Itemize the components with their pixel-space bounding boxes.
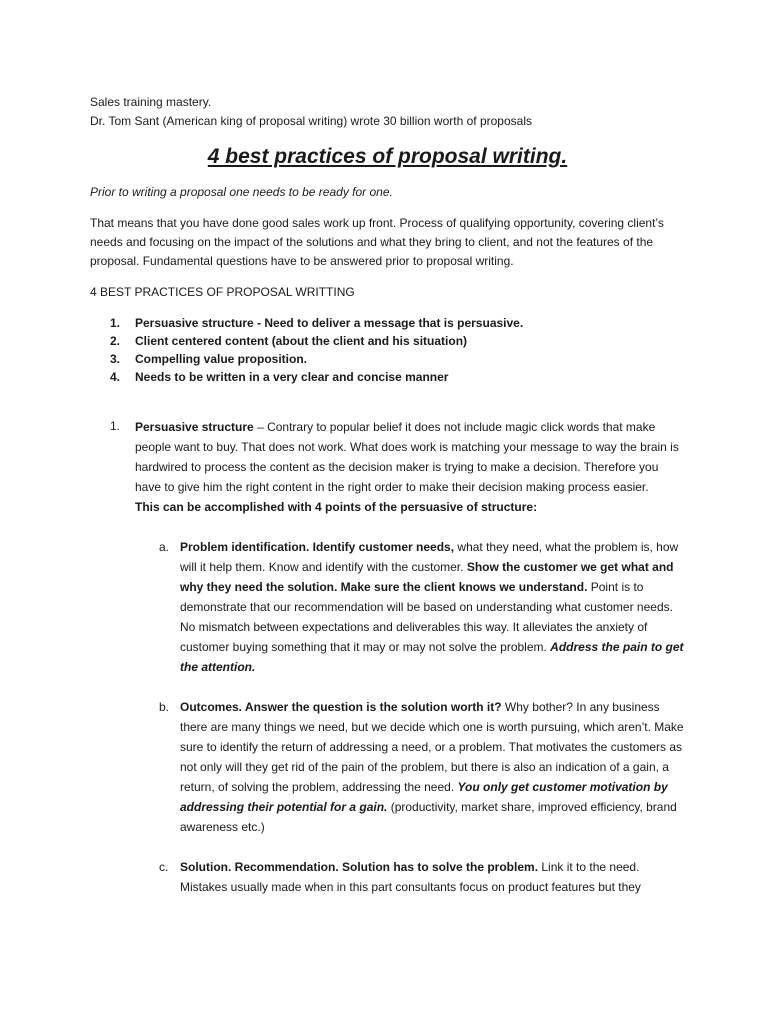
summary-item-text: Persuasive structure - Need to deliver a message that is persuasive. xyxy=(135,316,524,330)
sub-point-item xyxy=(135,697,685,837)
sub-point-text-1: what they need, what the problem is, how will it help them. Know and identify with the customer. xyxy=(180,540,679,574)
sub-point-bold-1: Solution. Recommendation. Solution has to solve the problem. xyxy=(180,860,539,874)
sub-point-bold-1: Outcomes. Answer the question is the solution worth it? xyxy=(180,700,502,714)
summary-item-text: Client centered content (about the client and his situation) xyxy=(135,334,468,348)
sub-point-letter: b. xyxy=(159,700,170,714)
sub-point-emphasis: Address the pain to get the attention. xyxy=(180,640,684,674)
sub-point-item xyxy=(135,857,685,897)
intro-sentence: Prior to writing a proposal one needs to be ready for one. xyxy=(90,185,393,199)
document-title: 4 best practices of proposal writing. xyxy=(207,145,568,168)
summary-item-number: 3. xyxy=(110,352,121,366)
summary-item-text: Compelling value proposition. xyxy=(135,352,308,366)
summary-item-text: Needs to be written in a very clear and concise manner xyxy=(135,370,449,384)
sub-point-text-3: (productivity, market share, improved efficiency, brand awareness etc.) xyxy=(180,800,677,834)
document-content xyxy=(90,93,685,917)
sub-point-bold-2: Show the customer we get what and why they need the solution. Make sure the client knows we understand. xyxy=(180,560,674,594)
summary-item-number: 1. xyxy=(110,316,121,330)
sub-point-bold-1: Problem identification. Identify customer needs, xyxy=(180,540,455,554)
sub-point-emphasis: You only get customer motivation by addressing their potential for a gain. xyxy=(180,780,668,814)
sub-point-text-1: Why bother? In any business there are many things we need, but we decide which one is worth pursuing, which aren’t. Make sure to identify the return of addressing a need, or a problem. That motivates the customers as not only will they get rid of the pain of the problem, but there is also an indication of a gain, a return, of solving the problem, addressing the need. xyxy=(180,700,684,794)
detail-item-number: 1. xyxy=(110,419,121,433)
detail-item-closing: This can be accomplished with 4 points of the persuasive of structure: xyxy=(135,500,538,514)
detail-list xyxy=(90,417,685,897)
summary-item-number: 2. xyxy=(110,334,121,348)
detail-item-body xyxy=(135,417,685,517)
detail-item-text: – Contrary to popular belief it does not include magic click words that make people want to buy. That does not work. What does work is matching your message to way the brain is hardwired to process the content as the decision maker is trying to make a decision. Therefore you have to give him the right content in the right order to make their decision making process easier. xyxy=(135,420,679,494)
sub-point-text-1: Link it to the need. Mistakes usually made when in this part consultants focus on product features but they xyxy=(180,860,641,894)
header-line-2: Dr. Tom Sant (American king of proposal writing) wrote 30 billion worth of proposals xyxy=(90,114,532,128)
sub-point-letter: c. xyxy=(159,860,169,874)
sub-point-item xyxy=(135,537,685,677)
detail-item-lead: Persuasive structure xyxy=(135,420,254,434)
summary-item xyxy=(90,314,685,332)
paragraph-1: That means that you have done good sales work up front. Process of qualifying opportunity, covering client’s needs and focusing on the impact of the solutions and what they bring to client, and not the features of the proposal. Fundamental questions have to be answered prior to proposal writing. xyxy=(90,216,664,268)
summary-list xyxy=(90,314,685,386)
section-heading: 4 BEST PRACTICES OF PROPOSAL WRITTING xyxy=(90,285,355,299)
detail-item xyxy=(90,417,685,897)
header-line-1: Sales training mastery. xyxy=(90,95,212,109)
summary-item-number: 4. xyxy=(110,370,121,384)
sub-point-letter: a. xyxy=(159,540,170,554)
summary-item xyxy=(90,350,685,368)
sub-point-text-2: Point is to demonstrate that our recommendation will be based on understanding what customer needs. No mismatch between expectations and deliverables this way. It alleviates the anxiety of customer buying something that it may or may not solve the problem. xyxy=(180,580,673,654)
sub-point-list xyxy=(135,537,685,897)
summary-item xyxy=(90,332,685,350)
summary-item xyxy=(90,368,685,386)
